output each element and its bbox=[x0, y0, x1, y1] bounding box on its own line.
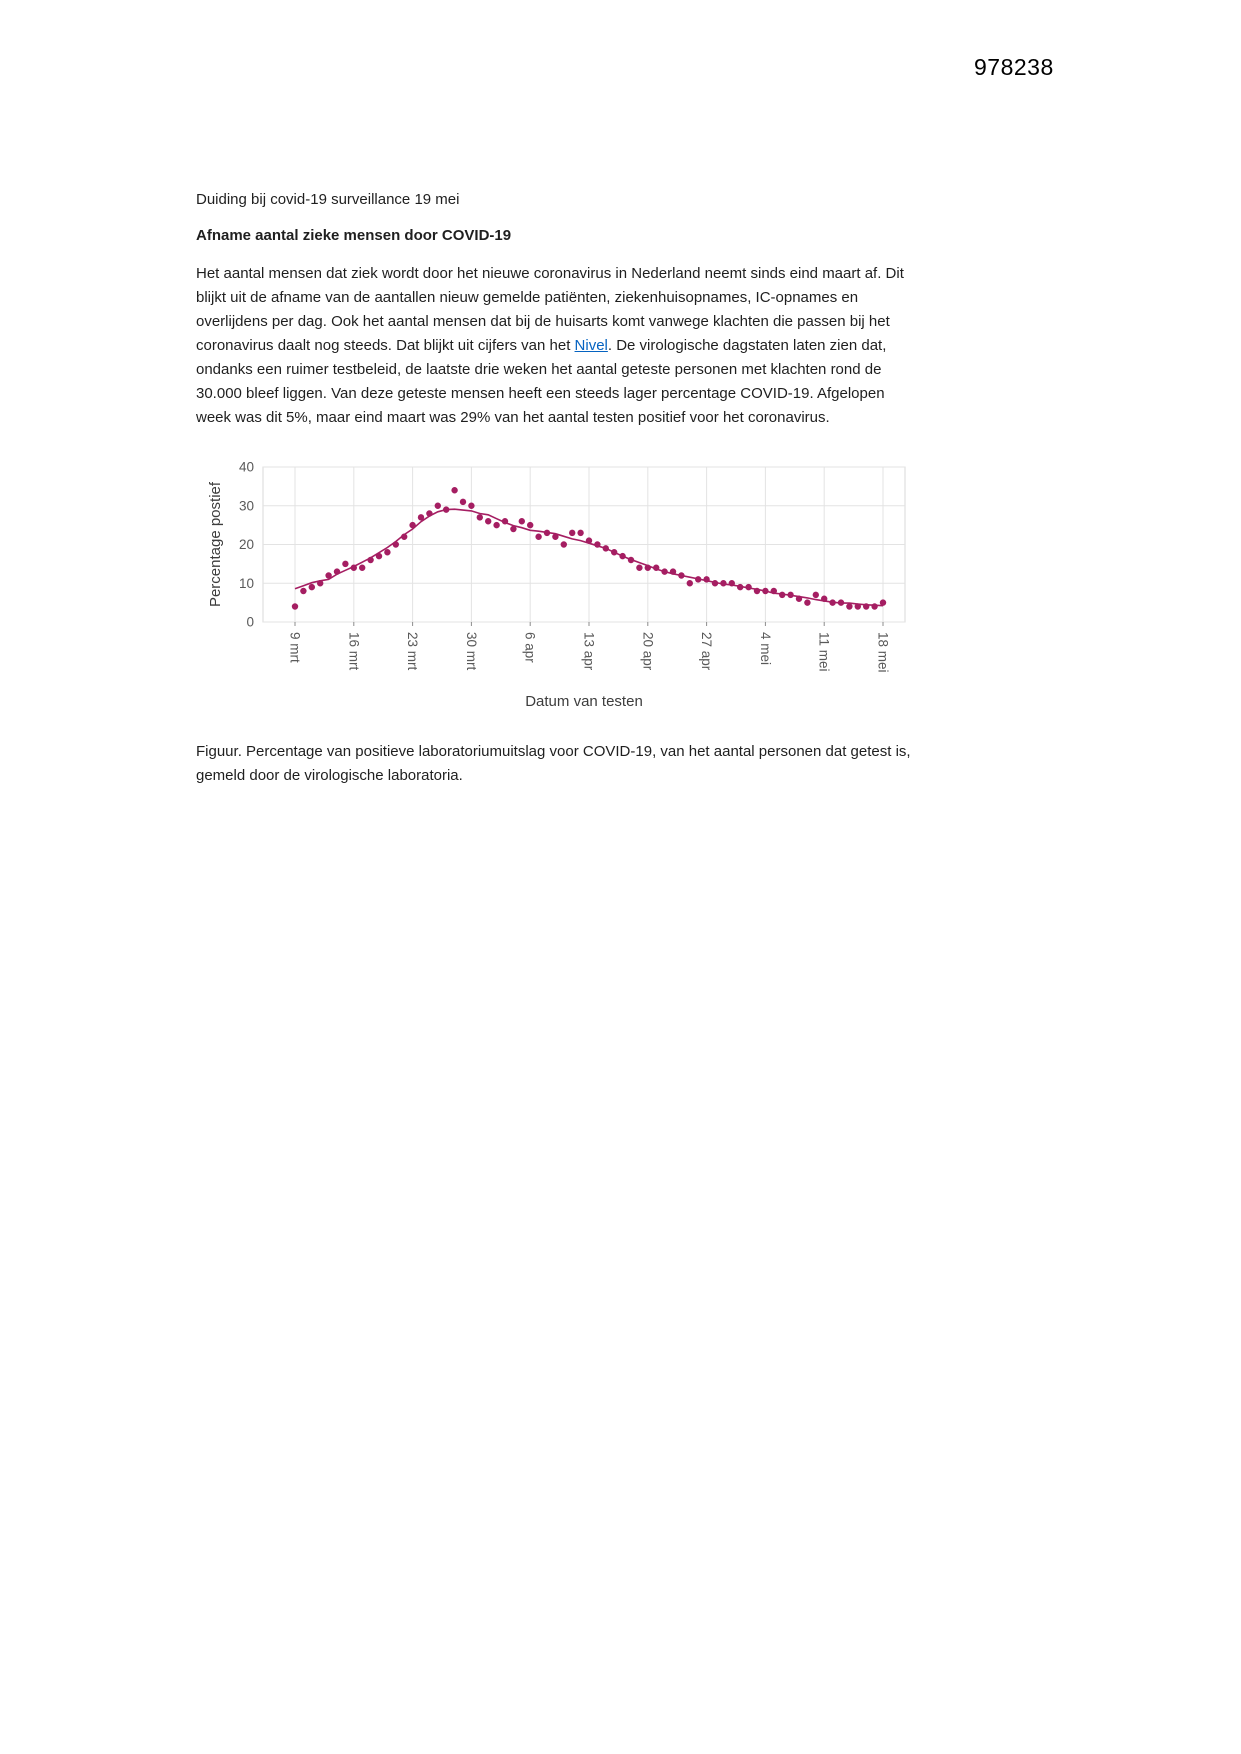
svg-text:23 mrt: 23 mrt bbox=[405, 632, 421, 671]
figure-chart bbox=[204, 460, 914, 712]
paragraph-text-before-link: Het aantal mensen dat ziek wordt door het nieuwe coronavirus in Nederland neemt sinds eind maart af. Dit blijkt uit de afname van de aantallen nieuw gemelde patiënten, ziekenhuisopnames, IC-opnames en overlijdens per dag. Ook het aantal mensen dat bij de huisarts komt vanwege klachten die passen bij het coronavirus daalt nog steeds. Dat blijkt uit cijfers van het bbox=[196, 265, 904, 354]
svg-text:13 apr: 13 apr bbox=[581, 632, 597, 671]
svg-text:20: 20 bbox=[238, 537, 254, 552]
svg-text:Datum van testen: Datum van testen bbox=[525, 693, 643, 710]
percentage-positive-scatter-chart bbox=[204, 460, 914, 712]
svg-text:20 apr: 20 apr bbox=[640, 632, 656, 671]
svg-text:30 mrt: 30 mrt bbox=[463, 632, 479, 671]
body-paragraph bbox=[196, 262, 918, 430]
figure-caption: Figuur. Percentage van positieve laboratoriumuitslag voor COVID-19, van het aantal personen dat getest is, gemeld door de virologische laboratoria. bbox=[196, 743, 911, 784]
svg-text:6 apr: 6 apr bbox=[522, 632, 538, 663]
svg-text:Percentage postief: Percentage postief bbox=[207, 481, 224, 608]
svg-text:4 mei: 4 mei bbox=[757, 632, 773, 666]
svg-text:9 mrt: 9 mrt bbox=[287, 632, 303, 663]
svg-text:10: 10 bbox=[238, 575, 254, 591]
paragraph-text-after-link: . De virologische dagstaten laten zien dat, ondanks een ruimer testbeleid, de laatste drie weken het aantal geteste personen met klachten rond de 30.000 bleef liggen. Van deze geteste mensen heeft een steeds lager percentage COVID-19. Afgelopen week was dit 5%, maar eind maart was 29% van het aantal testen positief voor het coronavirus. bbox=[196, 337, 887, 426]
svg-text:11 mei: 11 mei bbox=[816, 632, 832, 672]
svg-text:0: 0 bbox=[246, 614, 254, 630]
document-title: Duiding bij covid-19 surveillance 19 mei bbox=[196, 191, 460, 208]
document-content bbox=[196, 190, 918, 788]
svg-text:16 mrt: 16 mrt bbox=[346, 632, 362, 671]
svg-text:18 mei: 18 mei bbox=[875, 632, 891, 673]
nivel-link[interactable]: Nivel bbox=[574, 337, 608, 354]
svg-text:40: 40 bbox=[238, 460, 254, 475]
svg-text:27 apr: 27 apr bbox=[699, 632, 715, 671]
section-heading: Afname aantal zieke mensen door COVID-19 bbox=[196, 227, 512, 244]
svg-text:30: 30 bbox=[238, 498, 254, 514]
page-number: 978238 bbox=[974, 54, 1054, 80]
